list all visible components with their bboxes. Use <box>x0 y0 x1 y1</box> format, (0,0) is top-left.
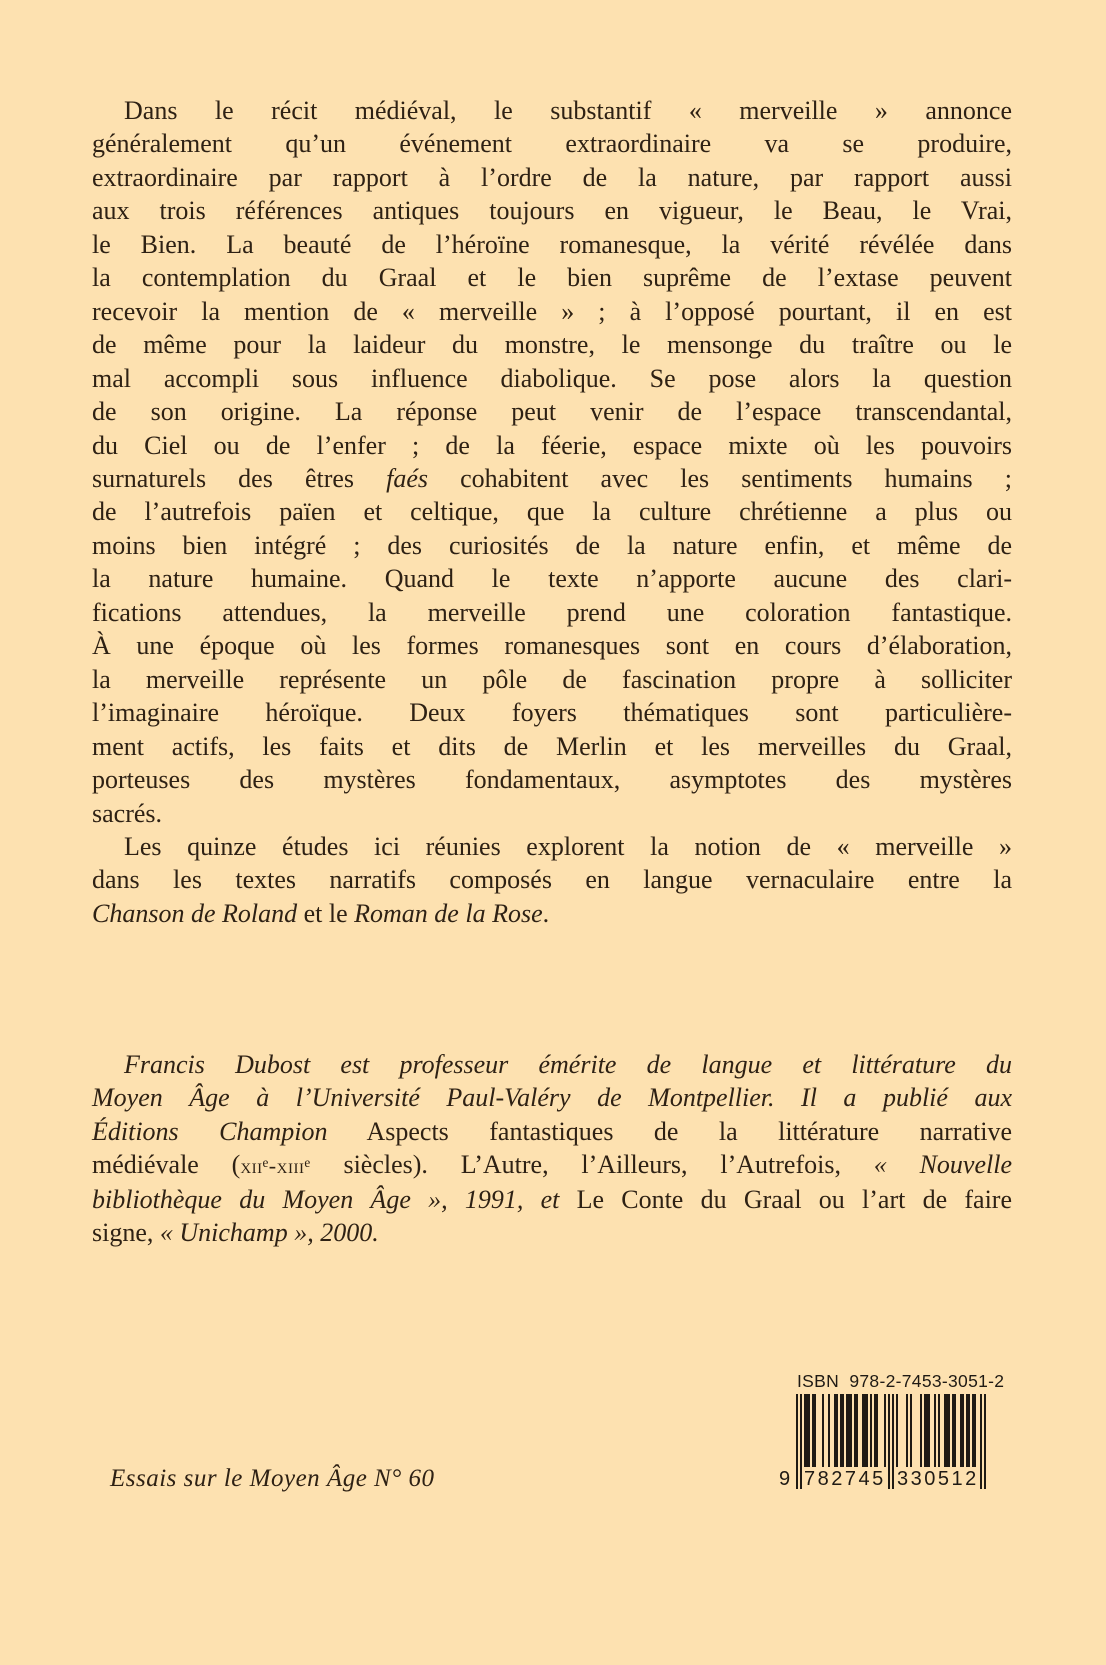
text-line <box>92 295 1012 328</box>
italic-text-segment: bibliothèque du Moyen Âge », 1991, et <box>92 1184 577 1214</box>
blurb-paragraph-2 <box>92 830 1012 930</box>
text-segment: . <box>542 898 550 928</box>
text-segment: porteuses des mystères fondamentaux, asymptotes des mystères <box>92 765 1012 795</box>
text-line <box>92 429 1012 462</box>
text-segment: de même pour la laideur du monstre, le mensonge du traître ou le <box>92 330 1012 360</box>
text-line <box>92 529 1012 562</box>
text-line <box>92 763 1012 796</box>
text-segment: Aspects fantastiques de la littérature narrative <box>327 1116 1012 1146</box>
text-line <box>92 94 1012 127</box>
text-segment: recevoir la mention de « merveille » ; à l’opposé pourtant, il en est <box>92 296 1012 326</box>
text-line <box>92 797 1012 830</box>
text-line <box>92 1216 1012 1249</box>
italic-text-segment: Chanson de Roland <box>92 898 298 928</box>
text-segment: sacrés. <box>92 798 163 828</box>
italic-text-segment: Roman de la Rose <box>354 898 543 928</box>
text-segment: Les quinze études ici réunies explorent la notion de « merveille » <box>124 831 1012 861</box>
italic-text-segment: faés <box>386 463 429 493</box>
text-line <box>92 362 1012 395</box>
text-segment: la merveille représente un pôle de fascination propre à solliciter <box>92 664 1012 694</box>
text-segment: la contemplation du Graal et le bien suprême de l’extase peuvent <box>92 263 1012 293</box>
text-segment: extraordinaire par rapport à l’ordre de la nature, par rapport aussi <box>92 162 1012 192</box>
barcode-digits <box>779 1467 986 1493</box>
italic-text-segment: « Unichamp », 2000. <box>159 1218 379 1248</box>
text-line <box>92 1148 1012 1182</box>
text-line <box>92 127 1012 160</box>
italic-text-segment: « Nouvelle <box>873 1150 1012 1180</box>
text-line <box>92 1115 1012 1148</box>
text-line <box>92 1081 1012 1114</box>
text-segment: l’imaginaire héroïque. Deux foyers thématiques sont particulière- <box>92 698 1012 728</box>
italic-text-segment: Éditions Champion <box>92 1116 328 1146</box>
text-segment: et le <box>297 898 355 928</box>
text-segment: moins bien intégré ; des curiosités de la nature enfin, et même de <box>92 530 1012 560</box>
text-segment: signe, <box>92 1218 160 1248</box>
text-segment: la nature humaine. Quand le texte n’apporte aucune des clari- <box>92 564 1012 594</box>
text-segment: Le Conte du Graal ou l’art de faire <box>576 1184 1012 1214</box>
text-segment: fications attendues, la merveille prend une coloration fantastique. <box>92 597 1012 627</box>
text-segment: aux trois références antiques toujours en vigueur, le Beau, le Vrai, <box>92 196 1012 226</box>
text-line <box>92 897 1012 930</box>
text-line <box>92 462 1012 495</box>
text-line <box>92 161 1012 194</box>
italic-text-segment: Moyen Âge à l’Université Paul-Valéry de Montpellier. Il a publié aux <box>92 1083 1012 1113</box>
text-line <box>92 830 1012 863</box>
text-segment: du Ciel ou de l’enfer ; de la féerie, espace mixte où les pouvoirs <box>92 430 1012 460</box>
text-segment: À une époque où les formes romanesques sont en cours d’élaboration, <box>92 631 1012 661</box>
text-segment: le Bien. La beauté de l’héroïne romanesque, la vérité révélée dans <box>92 229 1012 259</box>
text-line <box>92 328 1012 361</box>
text-line <box>92 696 1012 729</box>
text-segment: généralement qu’un événement extraordinaire va se produire, <box>92 129 1012 159</box>
text-line <box>92 863 1012 896</box>
text-segment: cohabitent avec les sentiments humains ; <box>428 463 1012 493</box>
text-line <box>92 495 1012 528</box>
text-line <box>92 562 1012 595</box>
italic-text-segment: Francis Dubost est professeur émérite de langue et littérature du <box>124 1050 1012 1079</box>
text-line <box>92 629 1012 662</box>
text-segment: siècles). L’Autre, l’Ailleurs, l’Autrefois, <box>310 1150 874 1180</box>
blurb-section <box>92 94 1012 930</box>
text-segment: xiiᵉ-xiiiᵉ <box>240 1153 311 1179</box>
text-segment: de son origine. La réponse peut venir de l’espace transcendantal, <box>92 397 1012 427</box>
ean13-barcode <box>779 1394 986 1494</box>
text-line <box>92 730 1012 763</box>
blurb-paragraph-1 <box>92 94 1012 830</box>
text-line <box>92 1183 1012 1216</box>
text-segment: mal accompli sous influence diabolique. Se pose alors la question <box>92 363 1012 393</box>
text-line <box>92 194 1012 227</box>
text-segment: surnaturels des êtres <box>92 463 387 493</box>
text-segment: médiévale ( <box>92 1150 241 1180</box>
isbn-label: ISBN 978-2-7453-3051-2 <box>797 1371 1005 1391</box>
text-segment: de l’autrefois païen et celtique, que la culture chrétienne a plus ou <box>92 497 1012 527</box>
barcode-digit-first: 9 <box>779 1468 791 1490</box>
text-segment: ment actifs, les faits et dits de Merlin et les merveilles du Graal, <box>92 731 1012 761</box>
barcode-digits-right: 330512 <box>897 1468 979 1490</box>
text-line <box>92 663 1012 696</box>
text-segment: Dans le récit médiéval, le substantif « merveille » annonce <box>124 96 1012 125</box>
text-line <box>92 228 1012 261</box>
text-segment: dans les textes narratifs composés en langue vernaculaire entre la <box>92 865 1012 895</box>
barcode-digits-left: 782745 <box>804 1468 886 1490</box>
series-label: Essais sur le Moyen Âge N° 60 <box>110 1465 435 1492</box>
text-line <box>92 261 1012 294</box>
author-bio-paragraph <box>92 1048 1012 1250</box>
text-line <box>92 1048 1012 1081</box>
text-line <box>92 596 1012 629</box>
text-line <box>92 395 1012 428</box>
